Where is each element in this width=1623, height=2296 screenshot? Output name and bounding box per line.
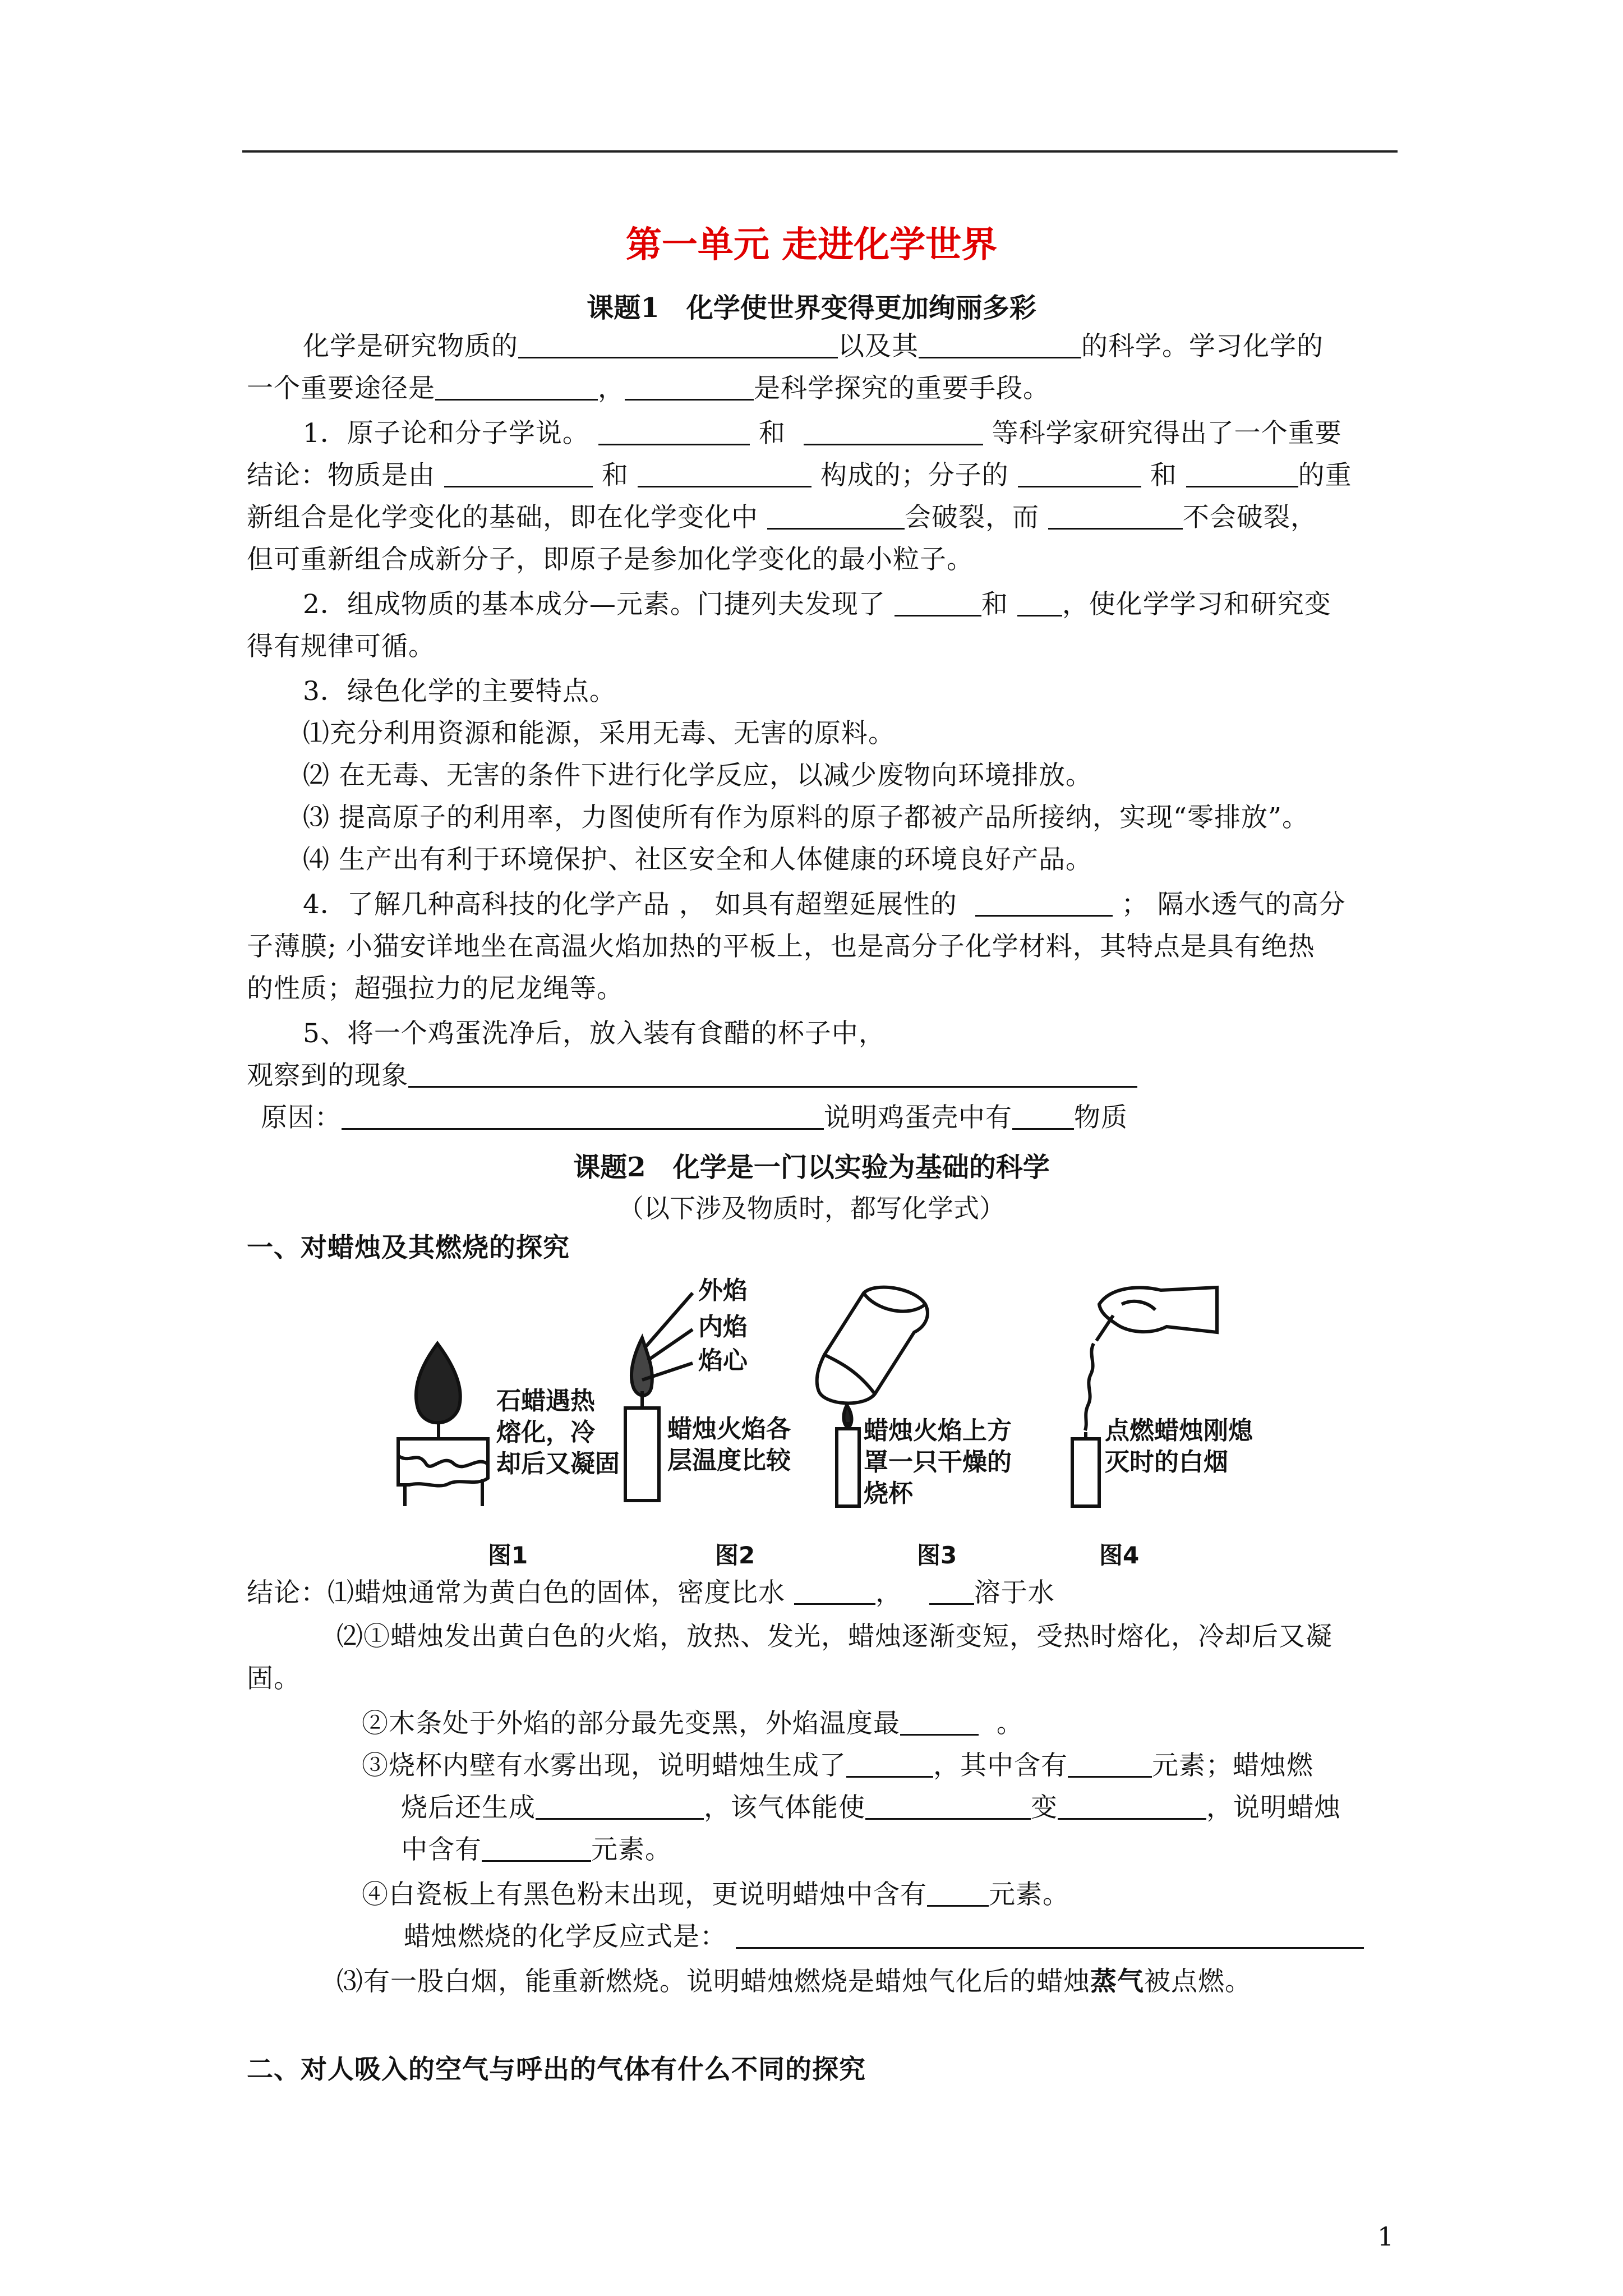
item5-line-3: 原因： 说明鸡蛋壳中有 物质: [261, 1102, 1128, 1133]
item4-line-3: 的性质；超强拉力的尼龙绳等。: [247, 973, 624, 1004]
page-number: 1: [1377, 2221, 1394, 2252]
blank[interactable]: [895, 590, 981, 616]
item1-line-4: 但可重新组合成新分子，即原子是参加化学变化的最小粒子。: [247, 544, 974, 575]
figure4-text-line: 灭时的白烟: [1105, 1448, 1228, 1476]
item1-line-1: 1．原子论和分子学说。 和 等科学家研究得出了一个重要: [303, 418, 1342, 449]
item5-line-2: 观察到的现象: [247, 1059, 1137, 1093]
blank[interactable]: [794, 1579, 875, 1605]
blank[interactable]: [865, 1793, 1031, 1820]
section2-heading: 二、对人吸入的空气与呼出的气体有什么不同的探究: [247, 2054, 866, 2085]
blank[interactable]: [1017, 590, 1062, 616]
blank[interactable]: [1048, 503, 1183, 530]
inner-flame-label: 内焰: [698, 1313, 748, 1341]
candle-experiment-figure: [393, 1271, 1253, 1585]
item3-point-1: ⑴充分利用资源和能源，采用无毒、无害的原料。: [303, 718, 895, 749]
blank[interactable]: [1018, 461, 1141, 487]
figure1-text-line: 却后又凝固: [496, 1450, 620, 1478]
conclusion-2-3-cont: 烧后还生成 ，该气体能使 变 ，说明蜡烛: [401, 1792, 1341, 1823]
figure1-text-line: 石蜡遇热: [496, 1387, 595, 1415]
lesson1-title: 课题1 化学使世界变得更加绚丽多彩: [587, 292, 1036, 324]
blank[interactable]: [638, 461, 811, 487]
reaction-equation-line: 蜡烛燃烧的化学反应式是：: [404, 1920, 1364, 1954]
conclusion-1: 结论：⑴蜡烛通常为黄白色的固体，密度比水 ， 溶于水: [247, 1577, 1055, 1608]
figure1-caption: 图1: [488, 1542, 528, 1569]
blank[interactable]: [927, 1880, 989, 1907]
blank[interactable]: [767, 503, 905, 530]
lesson2-title: 课题2 化学是一门以实验为基础的科学: [573, 1152, 1050, 1183]
equation-blank[interactable]: [736, 1922, 1364, 1949]
blank[interactable]: [408, 1061, 1137, 1088]
blank[interactable]: [625, 374, 754, 401]
figure4-text: [1105, 1415, 1253, 1478]
figure1-drawing: [398, 1343, 488, 1506]
blank[interactable]: [846, 1751, 933, 1778]
item1-line-2: 结论：物质是由 和 构成的；分子的 和 的重: [247, 460, 1352, 491]
blank[interactable]: [536, 1793, 704, 1820]
unit-title: 第一单元 走进化学世界: [625, 224, 998, 266]
figure2-text-line: 层温度比较: [667, 1446, 791, 1475]
intro-line-2: 一个重要途径是 ， 是科学探究的重要手段。: [247, 373, 1050, 404]
item4-line-2: 子薄膜; 小猫安详地坐在高温火焰加热的平板上，也是高分子化学材料，其特点是具有绝热: [247, 931, 1315, 962]
section1-heading: 一、对蜡烛及其燃烧的探究: [247, 1232, 570, 1263]
item3-point-4: ⑷ 生产出有利于环境保护、社区安全和人体健康的环境良好产品。: [303, 844, 1092, 875]
blank[interactable]: [342, 1103, 824, 1130]
figure3-text-line: 烧杯: [864, 1479, 913, 1508]
figure1-text-line: 熔化，冷: [496, 1418, 595, 1447]
header-rule: [242, 150, 1398, 153]
conclusion-2-4: ④白瓷板上有黑色粉末出现，更说明蜡烛中含有 元素。: [362, 1879, 1069, 1910]
figure3-text-line: 蜡烛火焰上方: [864, 1416, 1012, 1445]
figure4-text-line: 点燃蜡烛刚熄: [1105, 1416, 1253, 1445]
figure4-caption: 图4: [1099, 1542, 1140, 1569]
conclusion-2-1: ⑵①蜡烛发出黄白色的火焰，放热、发光，蜡烛逐渐变短，受热时熔化，冷却后又凝: [336, 1621, 1332, 1652]
flame-core-label: 焰心: [698, 1346, 748, 1375]
intro-line-1: 化学是研究物质的 以及其 的科学。学习化学的: [303, 331, 1324, 362]
blank[interactable]: [900, 1709, 979, 1736]
item2-line-1: 2．组成物质的基本成分—元素。门捷列夫发现了 和 ，使化学学习和研究变: [303, 589, 1331, 620]
item5-line-1: 5、将一个鸡蛋洗净后，放入装有食醋的杯子中，: [303, 1018, 886, 1049]
blank[interactable]: [1058, 1793, 1206, 1820]
blank[interactable]: [518, 332, 838, 358]
blank[interactable]: [598, 419, 750, 445]
figure3-text-line: 罩一只干燥的: [864, 1448, 1012, 1476]
blank[interactable]: [1012, 1103, 1074, 1130]
blank[interactable]: [929, 1579, 974, 1605]
figure2-text-line: 蜡烛火焰各: [667, 1415, 791, 1443]
blank[interactable]: [975, 890, 1113, 917]
outer-flame-label: 外焰: [698, 1276, 748, 1305]
item3-point-2: ⑵ 在无毒、无害的条件下进行化学反应，以减少废物向环境排放。: [303, 760, 1092, 791]
figure2-text: [667, 1414, 791, 1476]
conclusion-3: ⑶有一股白烟，能重新燃烧。说明蜡烛燃烧是蜡烛气化后的蜡烛蒸气被点燃。: [336, 1966, 1252, 1997]
blank[interactable]: [804, 419, 983, 445]
conclusion-2-3-cont2: 中含有 元素。: [401, 1834, 672, 1865]
figure3-caption: 图3: [917, 1542, 957, 1569]
conclusion-2-1-cont: 固。: [247, 1663, 301, 1694]
blank[interactable]: [1186, 461, 1298, 487]
item4-line-1: 4．了解几种高科技的化学产品 ， 如具有超塑延展性的 ； 隔水透气的高分: [303, 889, 1346, 920]
blank[interactable]: [435, 374, 598, 401]
conclusion-2-3: ③烧杯内壁有水雾出现，说明蜡烛生成了 ，其中含有 元素；蜡烛燃: [362, 1750, 1313, 1781]
blank[interactable]: [1068, 1751, 1152, 1778]
blank[interactable]: [919, 332, 1081, 358]
figure2-caption: 图2: [715, 1542, 755, 1569]
item2-line-2: 得有规律可循。: [247, 631, 435, 662]
item3-heading: 3．绿色化学的主要特点。: [303, 676, 616, 707]
blank[interactable]: [444, 461, 593, 487]
item1-line-3: 新组合是化学变化的基础，即在化学变化中 会破裂，而 不会破裂，: [247, 502, 1317, 533]
blank[interactable]: [482, 1835, 591, 1862]
figure3-text: [864, 1415, 1012, 1510]
conclusion-2-2: ②木条处于外焰的部分最先变黑，外焰温度最 。: [362, 1708, 1023, 1739]
figure1-text: [496, 1386, 620, 1480]
lesson2-note: （以下涉及物质时，都写化学式）: [618, 1193, 1005, 1223]
item3-point-3: ⑶ 提高原子的利用率，力图使所有作为原料的原子都被产品所接纳，实现“零排放”。: [303, 802, 1309, 833]
